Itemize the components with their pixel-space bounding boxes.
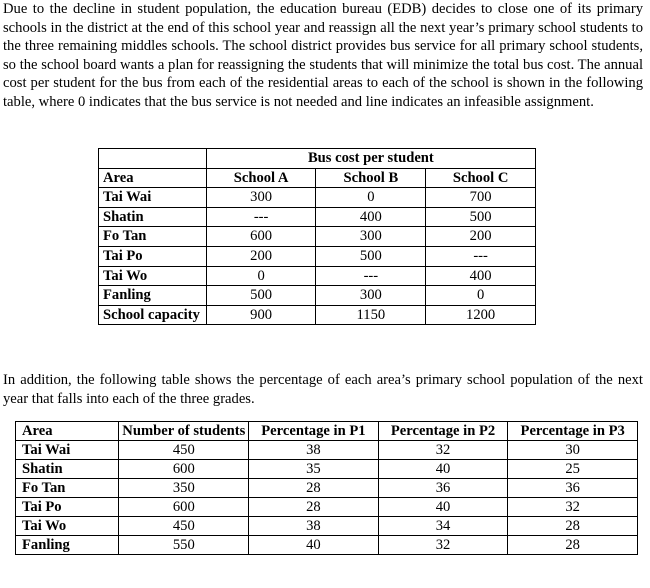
capacity-cell: 1150 xyxy=(316,305,426,325)
table-row xyxy=(99,227,536,247)
percent-cell: 28 xyxy=(249,498,379,517)
students-cell: 550 xyxy=(119,536,249,555)
column-header: Number of students xyxy=(119,422,249,441)
table-row xyxy=(99,246,536,266)
percent-cell: 32 xyxy=(508,498,638,517)
cost-cell: 400 xyxy=(316,207,426,227)
table-row xyxy=(16,536,638,555)
column-header: School C xyxy=(426,168,536,188)
table-row xyxy=(99,286,536,306)
table-row xyxy=(16,479,638,498)
cost-cell: 300 xyxy=(206,188,316,208)
students-cell: 450 xyxy=(119,517,249,536)
table-row xyxy=(16,441,638,460)
cost-cell: 0 xyxy=(426,286,536,306)
bus-cost-table xyxy=(98,148,536,325)
table-row xyxy=(99,149,536,169)
percent-cell: 28 xyxy=(249,479,379,498)
table-row xyxy=(99,207,536,227)
cost-cell: 700 xyxy=(426,188,536,208)
column-header: School B xyxy=(316,168,426,188)
area-cell: Tai Wo xyxy=(99,266,207,286)
percent-cell: 40 xyxy=(378,460,508,479)
area-cell: Fanling xyxy=(16,536,119,555)
cost-cell: 600 xyxy=(206,227,316,247)
table-row xyxy=(16,422,638,441)
grade-percentage-table xyxy=(15,421,638,555)
percent-cell: 35 xyxy=(249,460,379,479)
cost-cell: 200 xyxy=(426,227,536,247)
area-cell: Tai Po xyxy=(99,246,207,266)
column-header: Percentage in P3 xyxy=(508,422,638,441)
capacity-cell: 1200 xyxy=(426,305,536,325)
percent-cell: 28 xyxy=(508,536,638,555)
percent-cell: 36 xyxy=(378,479,508,498)
percent-cell: 25 xyxy=(508,460,638,479)
cost-cell: 400 xyxy=(426,266,536,286)
table-row xyxy=(16,498,638,517)
area-cell: Tai Wai xyxy=(16,441,119,460)
column-header: Area xyxy=(16,422,119,441)
area-cell: Shatin xyxy=(16,460,119,479)
area-cell: Fo Tan xyxy=(16,479,119,498)
area-cell: Tai Wai xyxy=(99,188,207,208)
percent-cell: 30 xyxy=(508,441,638,460)
cost-cell: 300 xyxy=(316,227,426,247)
capacity-label: School capacity xyxy=(99,305,207,325)
area-cell: Tai Wo xyxy=(16,517,119,536)
table-row xyxy=(16,517,638,536)
cost-cell: --- xyxy=(316,266,426,286)
intro-paragraph: Due to the decline in student population, the education bureau (EDB) decides to close one of its primary schools in the district at the end of this school year and reassign all the next year’s primary school students to the three remaining middles schools. The school district provides bus service for all primary school students, so the school board wants a plan for reassigning the students that will minimize the total bus cost. The annual cost per student for the bus from each of the residential areas to each of the school is shown in the following table, where 0 indicates that the bus service is not needed and line indicates an infeasible assignment. xyxy=(3,1,643,110)
students-cell: 600 xyxy=(119,460,249,479)
capacity-cell: 900 xyxy=(206,305,316,325)
percent-cell: 28 xyxy=(508,517,638,536)
students-cell: 600 xyxy=(119,498,249,517)
area-cell: Fanling xyxy=(99,286,207,306)
students-cell: 350 xyxy=(119,479,249,498)
cost-cell: 300 xyxy=(316,286,426,306)
column-header: Percentage in P1 xyxy=(249,422,379,441)
percent-cell: 32 xyxy=(378,441,508,460)
students-cell: 450 xyxy=(119,441,249,460)
table-row xyxy=(16,460,638,479)
table-row xyxy=(99,188,536,208)
table-row xyxy=(99,305,536,325)
cost-cell: 500 xyxy=(426,207,536,227)
percent-cell: 34 xyxy=(378,517,508,536)
percent-cell: 40 xyxy=(249,536,379,555)
percent-cell: 38 xyxy=(249,441,379,460)
column-header: Percentage in P2 xyxy=(378,422,508,441)
percent-cell: 38 xyxy=(249,517,379,536)
column-header: Area xyxy=(99,168,207,188)
area-cell: Tai Po xyxy=(16,498,119,517)
grade-paragraph: In addition, the following table shows the percentage of each area’s primary school population of the next year that falls into each of the three grades. xyxy=(3,372,643,407)
cost-cell: --- xyxy=(206,207,316,227)
percent-cell: 36 xyxy=(508,479,638,498)
column-header: School A xyxy=(206,168,316,188)
percent-cell: 40 xyxy=(378,498,508,517)
area-cell: Fo Tan xyxy=(99,227,207,247)
cost-cell: 200 xyxy=(206,246,316,266)
area-cell: Shatin xyxy=(99,207,207,227)
cost-cell: 0 xyxy=(206,266,316,286)
group-header: Bus cost per student xyxy=(206,149,535,169)
cost-cell: --- xyxy=(426,246,536,266)
cost-cell: 0 xyxy=(316,188,426,208)
percent-cell: 32 xyxy=(378,536,508,555)
cost-cell: 500 xyxy=(206,286,316,306)
cost-cell: 500 xyxy=(316,246,426,266)
table-row xyxy=(99,168,536,188)
empty-header-cell xyxy=(99,149,207,169)
table-row xyxy=(99,266,536,286)
